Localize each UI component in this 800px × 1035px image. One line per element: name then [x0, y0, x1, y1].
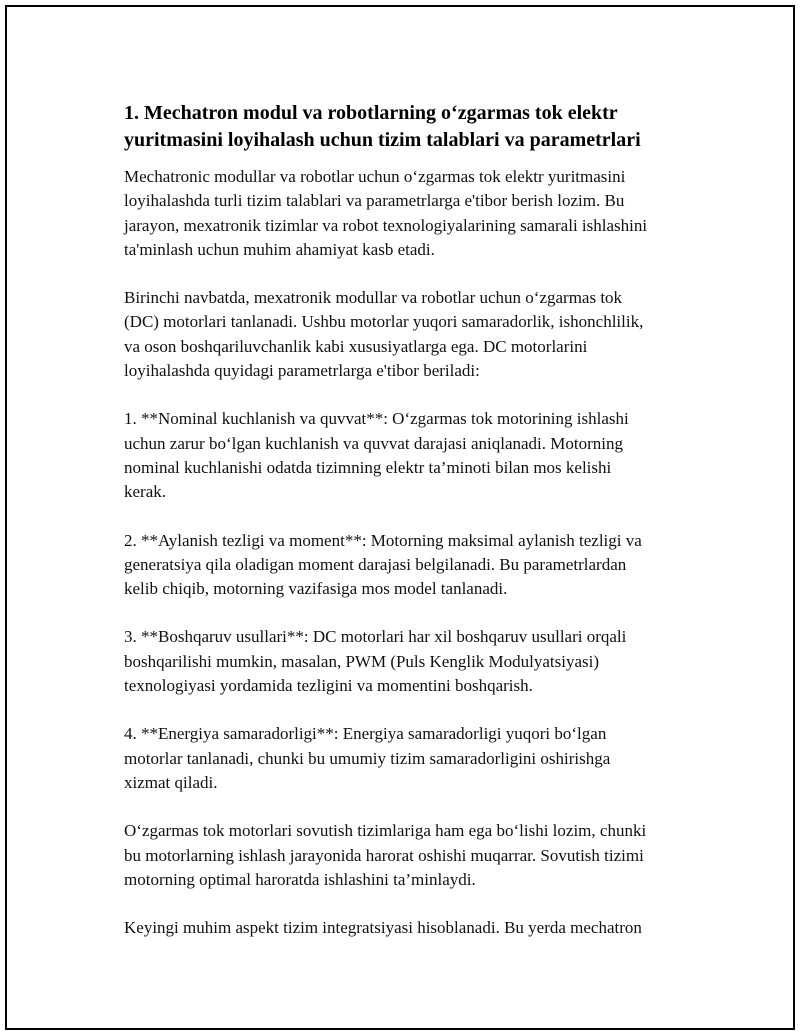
page-frame — [5, 5, 795, 1030]
paragraph-cooling: O‘zgarmas tok motorlari sovutish tizimlariga ham ega bo‘lishi lozim, chunki bu motorlarning ishlash jarayonida harorat oshishi muqarrar. Sovutish tizimi motorning optimal haroratda ishlashini ta’minlaydi. — [124, 821, 647, 889]
list-item-energy-efficiency: 4. **Energiya samaradorligi**: Energiya samaradorligi yuqori bo‘lgan motorlar tanlanadi, chunki bu umumiy tizim samaradorligini oshirishga xizmat qiladi. — [124, 724, 611, 792]
list-item-rotation-speed: 2. **Aylanish tezligi va moment**: Motorning maksimal aylanish tezligi va generatsiya qila oladigan moment darajasi belgilanadi. Bu parametrlardan kelib chiqib, motorning vazifasiga mos model tanlanadi. — [124, 530, 642, 599]
section-heading: 1. Mechatron modul va robotlarning o‘zgarmas tok elektr yuritmasini loyihalash uchun tizim talablari va parametrlari — [124, 102, 641, 151]
paragraph-intro: Mechatronic modullar va robotlar uchun o‘zgarmas tok elektr yuritmasini loyihalashda turli tizim talablari va parametrlarga e'tibor berish lozim. Bu jarayon, mexatronik tizimlar va robot texnologiyalarining samarali ishlashini ta'minlash uchun muhim ahamiyat kasb etadi. — [124, 167, 648, 259]
paragraph-integration: Keyingi muhim aspekt tizim integratsiyasi hisoblanadi. Bu yerda mechatron — [124, 918, 642, 938]
document-body — [124, 100, 704, 964]
list-item-control-methods: 3. **Boshqaruv usullari**: DC motorlari har xil boshqaruv usullari orqali boshqarilishi mumkin, masalan, PWM (Puls Kenglik Modulyatsiyasi) texnologiyasi yordamida tezligini va momentini boshqarish. — [124, 627, 627, 696]
list-item-nominal-voltage: 1. **Nominal kuchlanish va quvvat**: O‘zgarmas tok motorining ishlashi uchun zarur bo‘lgan kuchlanish va quvvat darajasi aniqlanadi. Motorning nominal kuchlanishi odatda tizimning elektr ta’minoti bilan mos kelishi kerak. — [124, 409, 629, 502]
paragraph-dc-motors: Birinchi navbatda, mexatronik modullar va robotlar uchun o‘zgarmas tok (DC) motorlari tanlanadi. Ushbu motorlar yuqori samaradorlik, ishonchlilik, va oson boshqariluvchanlik kabi xususiyatlarga ega. DC motorlarini loyihalashda quyidagi parametrlarga e'tibor beriladi: — [124, 288, 644, 381]
